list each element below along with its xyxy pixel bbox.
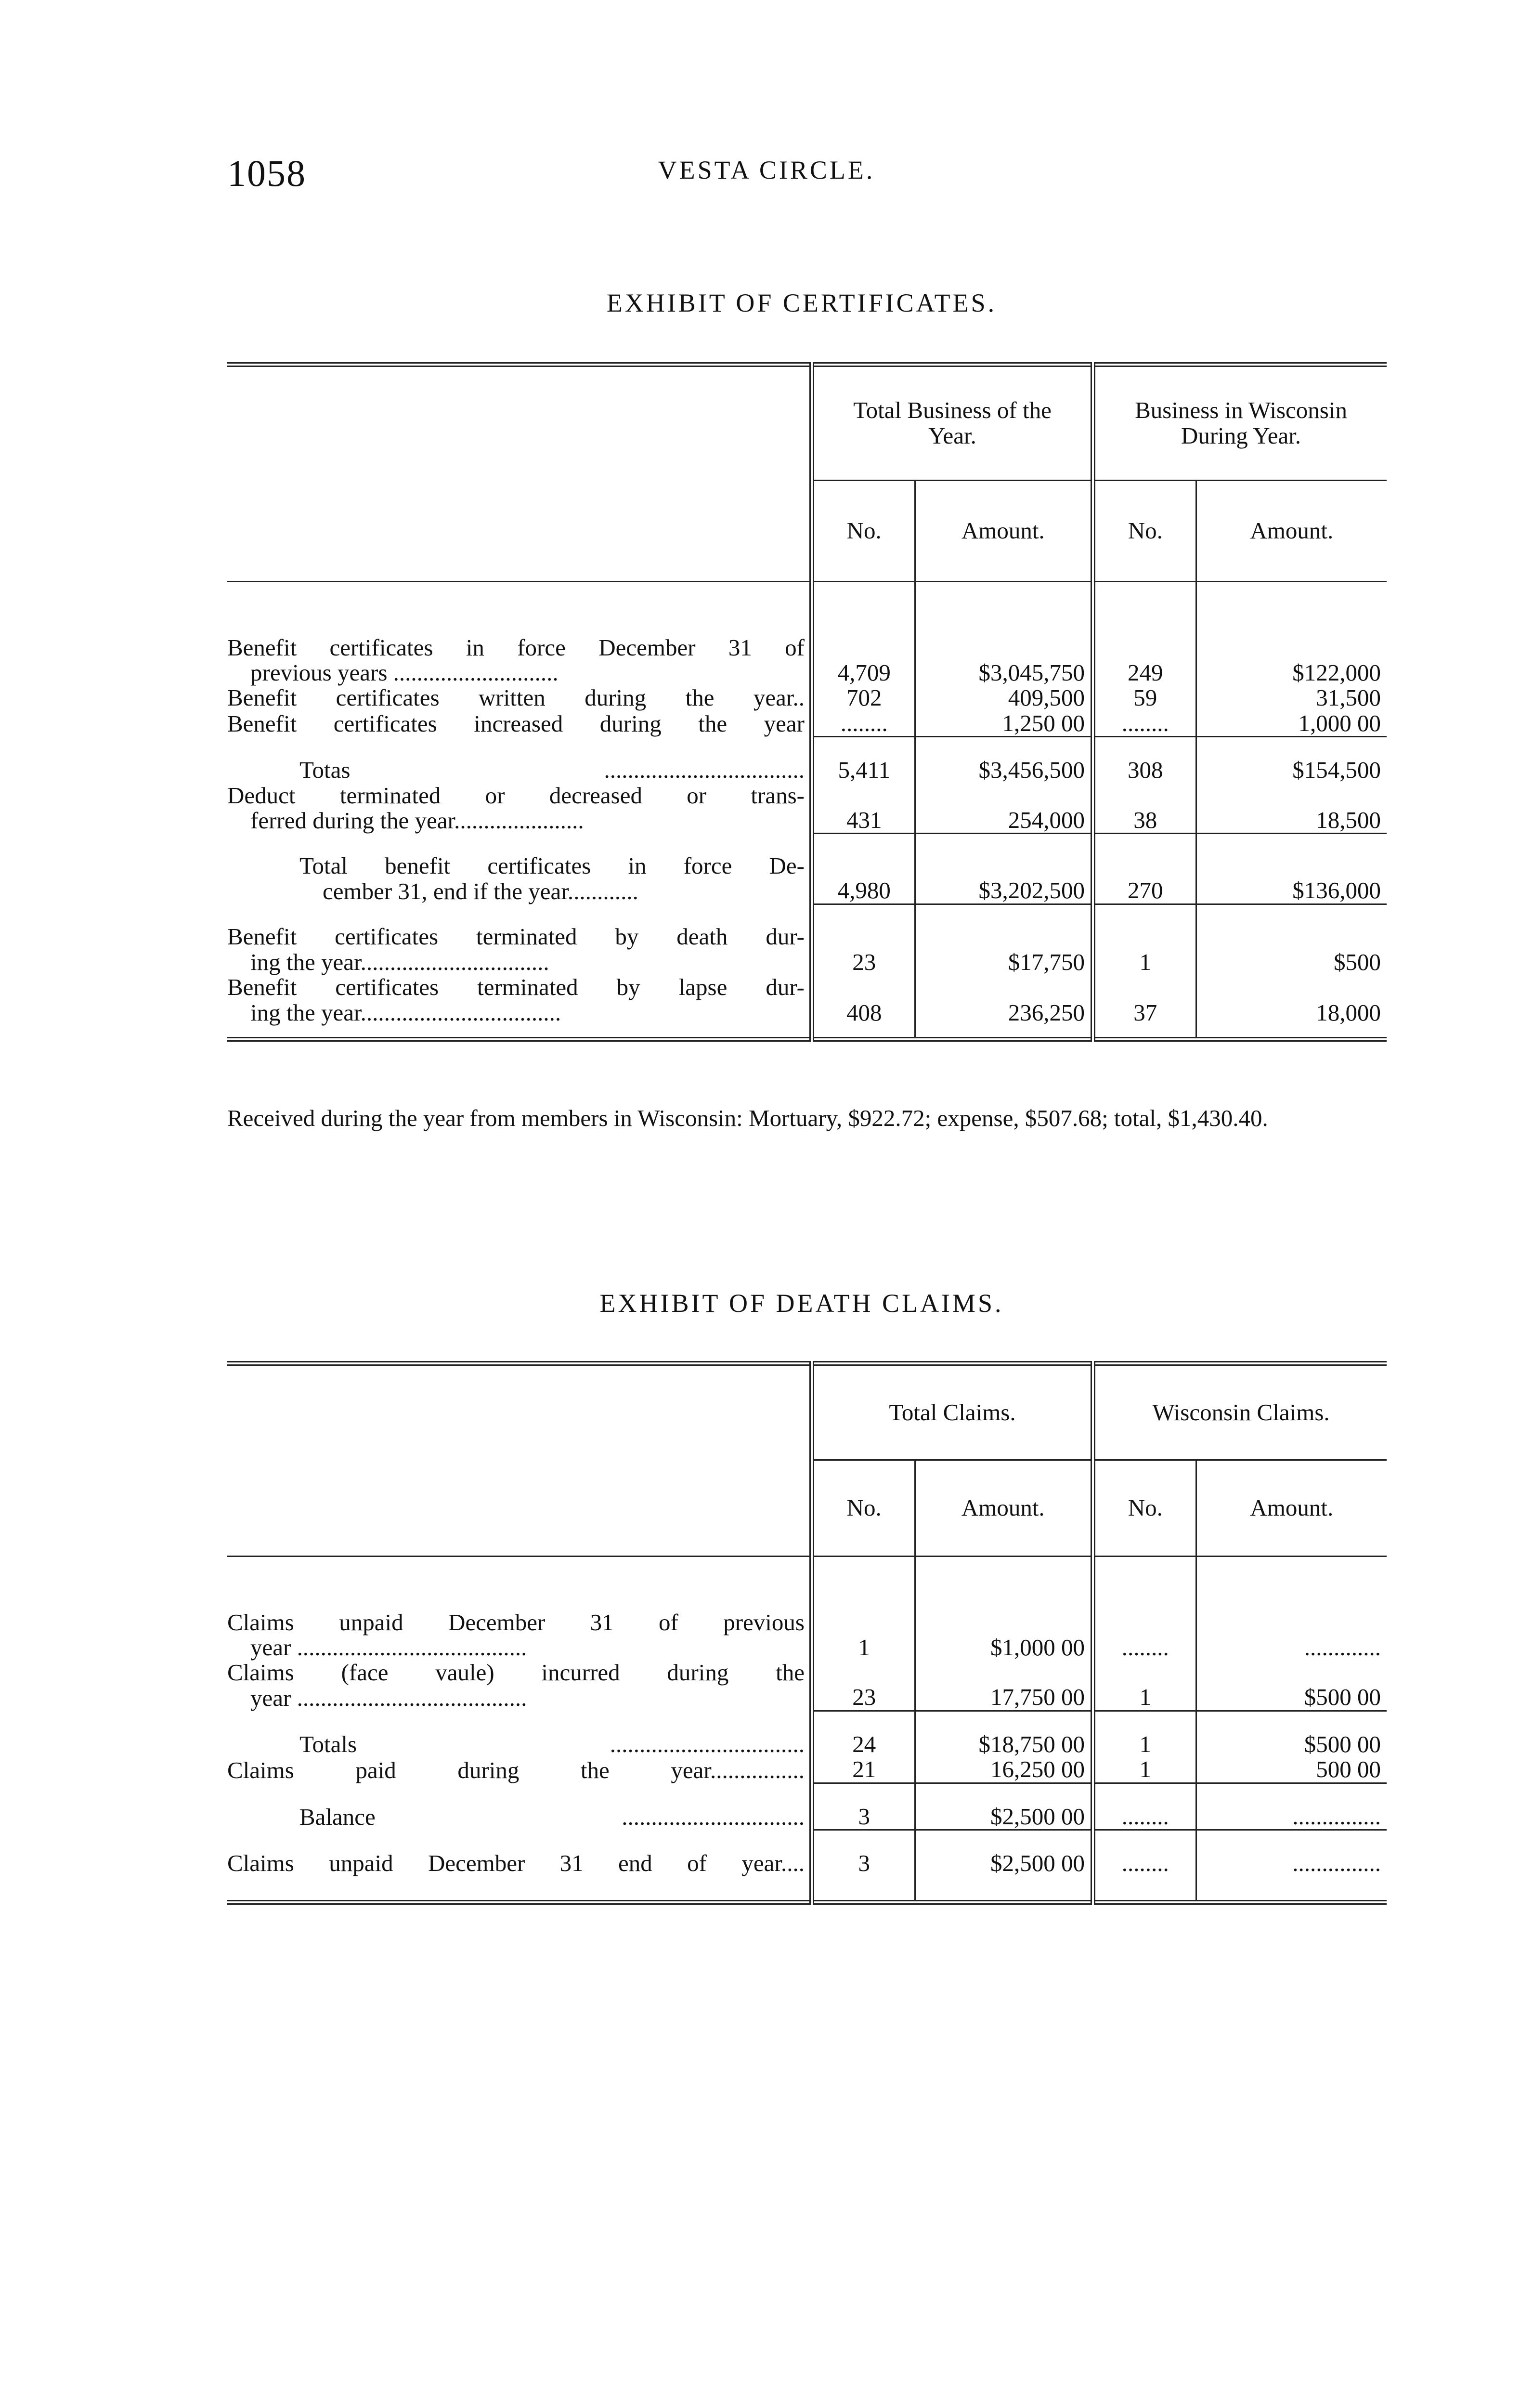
row-label: Deduct terminated or decreased or trans- bbox=[227, 782, 805, 809]
group-header-wisconsin: Business in Wisconsin During Year. bbox=[1093, 365, 1387, 480]
cell-wi-amount: 18,500 bbox=[1196, 783, 1387, 834]
table-row bbox=[227, 975, 1387, 1039]
col-header-wi-amount: Amount. bbox=[1196, 1460, 1387, 1556]
table-row bbox=[227, 737, 1387, 783]
table-row bbox=[227, 711, 1387, 737]
cell-wi-amount: $122,000 bbox=[1196, 635, 1387, 686]
group-header-wisconsin-claims: Wisconsin Claims. bbox=[1093, 1363, 1387, 1460]
cell-amount: $2,500 00 bbox=[915, 1783, 1093, 1830]
cell-amount: $18,750 00 bbox=[915, 1711, 1093, 1757]
row-label: Benefit certificates terminated by lapse dur- bbox=[227, 974, 805, 1001]
row-label: Claims paid during the year................ bbox=[227, 1756, 805, 1783]
cell-wi-no: 249 bbox=[1093, 635, 1196, 686]
row-label-cont: ferred during the year...................... bbox=[250, 807, 584, 834]
cell-no: 4,709 bbox=[812, 635, 915, 686]
row-label: Balance ............................... bbox=[299, 1804, 805, 1831]
row-label: Totals ................................. bbox=[299, 1730, 805, 1757]
row-label: Benefit certificates written during the year.. bbox=[227, 684, 805, 711]
cell-wi-amount: 31,500 bbox=[1196, 685, 1387, 710]
col-header-no: No. bbox=[812, 1460, 915, 1556]
cell-wi-no: 1 bbox=[1093, 1711, 1196, 1757]
cell-amount: 16,250 00 bbox=[915, 1757, 1093, 1783]
cell-amount: 236,250 bbox=[915, 975, 1093, 1039]
cell-wi-amount: 1,000 00 bbox=[1196, 711, 1387, 737]
cell-amount: $3,456,500 bbox=[915, 737, 1093, 783]
cell-amount: 1,250 00 bbox=[915, 711, 1093, 737]
cell-wi-amount: 500 00 bbox=[1196, 1757, 1387, 1783]
table-row bbox=[227, 1660, 1387, 1711]
cell-wi-amount: ............... bbox=[1196, 1783, 1387, 1830]
cell-no: 4,980 bbox=[812, 833, 915, 904]
row-label: Benefit certificates in force December 31 of bbox=[227, 634, 805, 661]
cell-no: 23 bbox=[812, 904, 915, 975]
cell-wi-no: 270 bbox=[1093, 833, 1196, 904]
cell-wi-no: 1 bbox=[1093, 904, 1196, 975]
row-label: Claims unpaid December 31 of previous bbox=[227, 1609, 805, 1636]
row-label-cont: year ....................................... bbox=[250, 1684, 527, 1711]
table-row bbox=[227, 1757, 1387, 1783]
table-row bbox=[227, 833, 1387, 904]
col-header-wi-no: No. bbox=[1093, 1460, 1196, 1556]
row-label-cont: previous years ............................ bbox=[250, 659, 559, 686]
cell-wi-no: ........ bbox=[1093, 1783, 1196, 1830]
death-claims-title: EXHIBIT OF DEATH CLAIMS. bbox=[599, 1289, 1004, 1318]
cell-wi-amount: ............... bbox=[1196, 1830, 1387, 1902]
table-row bbox=[227, 1610, 1387, 1661]
cell-no: 702 bbox=[812, 685, 915, 710]
certificates-table bbox=[227, 362, 1387, 1042]
cell-wi-no: 1 bbox=[1093, 1757, 1196, 1783]
row-label-cont: cember 31, end if the year............ bbox=[323, 877, 638, 904]
cell-no: 3 bbox=[812, 1783, 915, 1830]
cell-no: 431 bbox=[812, 783, 915, 834]
cell-amount: $17,750 bbox=[915, 904, 1093, 975]
cell-wi-amount: $154,500 bbox=[1196, 737, 1387, 783]
cell-wi-no: ........ bbox=[1093, 1610, 1196, 1661]
table-row bbox=[227, 783, 1387, 834]
col-header-amount: Amount. bbox=[915, 480, 1093, 581]
cell-no: 408 bbox=[812, 975, 915, 1039]
stub-header bbox=[227, 365, 812, 581]
cell-wi-amount: $500 00 bbox=[1196, 1711, 1387, 1757]
cell-wi-amount: $500 00 bbox=[1196, 1660, 1387, 1711]
running-head: VESTA CIRCLE. bbox=[658, 156, 875, 184]
group-header-total-claims: Total Claims. bbox=[812, 1363, 1093, 1460]
cell-wi-no: ........ bbox=[1093, 711, 1196, 737]
row-label: Totas .................................. bbox=[299, 757, 805, 784]
cell-no: 21 bbox=[812, 1757, 915, 1783]
stub-header bbox=[227, 1363, 812, 1556]
row-label-cont: year ....................................... bbox=[250, 1634, 527, 1661]
cell-no: 24 bbox=[812, 1711, 915, 1757]
cell-no: 23 bbox=[812, 1660, 915, 1711]
table-row bbox=[227, 635, 1387, 686]
cell-amount: 409,500 bbox=[915, 685, 1093, 710]
page-number: 1058 bbox=[227, 152, 306, 194]
received-note: Received during the year from members in Wisconsin: Mortuary, $922.72; expense, $507.68; total, $1,430.40. bbox=[227, 1105, 1268, 1131]
cell-wi-amount: $500 bbox=[1196, 904, 1387, 975]
row-label: Benefit certificates increased during the year bbox=[227, 710, 805, 737]
cell-wi-amount: 18,000 bbox=[1196, 975, 1387, 1039]
cell-wi-no: 1 bbox=[1093, 1660, 1196, 1711]
cell-wi-no: 59 bbox=[1093, 685, 1196, 710]
row-label: Claims unpaid December 31 end of year.... bbox=[227, 1849, 805, 1876]
col-header-no: No. bbox=[812, 480, 915, 581]
cell-wi-amount: $136,000 bbox=[1196, 833, 1387, 904]
table-row bbox=[227, 685, 1387, 710]
row-label: Total benefit certificates in force De- bbox=[299, 852, 805, 879]
table-row bbox=[227, 1711, 1387, 1757]
cell-wi-amount: ............. bbox=[1196, 1610, 1387, 1661]
row-label-cont: ing the year.................................. bbox=[250, 999, 561, 1026]
cell-wi-no: 37 bbox=[1093, 975, 1196, 1039]
col-header-wi-amount: Amount. bbox=[1196, 480, 1387, 581]
cell-wi-no: 38 bbox=[1093, 783, 1196, 834]
table-row bbox=[227, 1783, 1387, 1830]
cell-no: 1 bbox=[812, 1610, 915, 1661]
cell-no: 3 bbox=[812, 1830, 915, 1902]
death-claims-table bbox=[227, 1361, 1387, 1905]
table-row bbox=[227, 904, 1387, 975]
group-header-total: Total Business of the Year. bbox=[812, 365, 1093, 480]
cell-amount: $3,045,750 bbox=[915, 635, 1093, 686]
col-header-amount: Amount. bbox=[915, 1460, 1093, 1556]
cell-wi-no: 308 bbox=[1093, 737, 1196, 783]
row-label: Benefit certificates terminated by death dur- bbox=[227, 923, 805, 950]
cell-amount: 17,750 00 bbox=[915, 1660, 1093, 1711]
table-row bbox=[227, 1830, 1387, 1902]
cell-wi-no: ........ bbox=[1093, 1830, 1196, 1902]
cell-amount: $2,500 00 bbox=[915, 1830, 1093, 1902]
row-label: Claims (face vaule) incurred during the bbox=[227, 1659, 805, 1686]
cell-no: ........ bbox=[812, 711, 915, 737]
cell-no: 5,411 bbox=[812, 737, 915, 783]
certificates-title: EXHIBIT OF CERTIFICATES. bbox=[606, 288, 997, 317]
cell-amount: 254,000 bbox=[915, 783, 1093, 834]
cell-amount: $1,000 00 bbox=[915, 1610, 1093, 1661]
cell-amount: $3,202,500 bbox=[915, 833, 1093, 904]
row-label-cont: ing the year................................ bbox=[250, 948, 549, 975]
col-header-wi-no: No. bbox=[1093, 480, 1196, 581]
